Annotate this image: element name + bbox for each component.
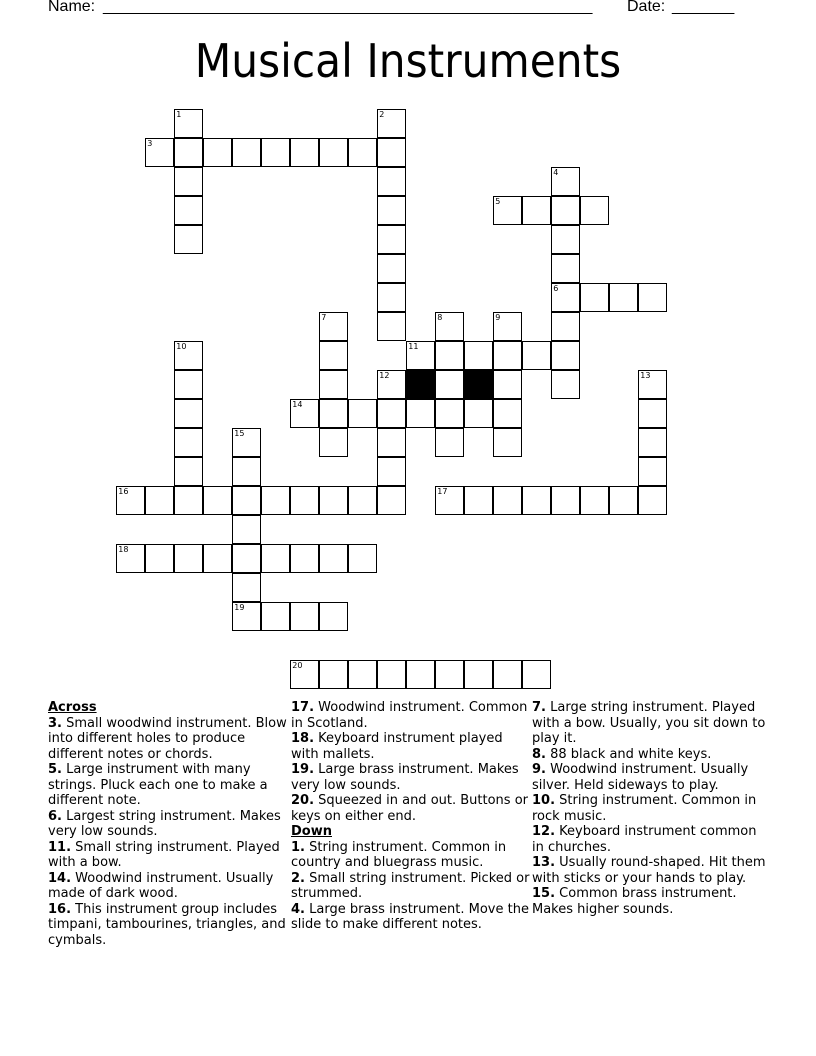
grid-cell[interactable]: [377, 660, 406, 689]
page-title: Musical Instruments: [194, 34, 622, 88]
grid-cell[interactable]: [493, 341, 522, 370]
grid-cell[interactable]: [435, 341, 464, 370]
grid-cell[interactable]: [319, 544, 348, 573]
grid-cell[interactable]: [377, 370, 406, 399]
grid-cell[interactable]: [319, 138, 348, 167]
grid-cell[interactable]: [377, 312, 406, 341]
grid-cell[interactable]: [435, 312, 464, 341]
clue-number-label: 15: [234, 429, 245, 439]
black-cell: [406, 370, 435, 399]
grid-cell[interactable]: [232, 573, 261, 602]
clue-number-label: 4: [553, 168, 559, 178]
clue-across-20: [291, 793, 531, 824]
grid-cell[interactable]: [464, 399, 493, 428]
clue-across-14: [48, 871, 288, 902]
grid-cell[interactable]: [377, 196, 406, 225]
clue-number-label: 11: [408, 342, 419, 352]
clue-text: 88 black and white keys.: [550, 746, 712, 762]
grid-cell[interactable]: [377, 399, 406, 428]
clue-number-label: 8: [437, 313, 443, 323]
clue-number: 9.: [532, 762, 546, 777]
clue-text: Large brass instrument. Move the slide to make different notes.: [291, 901, 529, 932]
grid-cell[interactable]: [203, 138, 232, 167]
grid-cell[interactable]: [290, 544, 319, 573]
name-label: Name:: [48, 0, 96, 15]
clue-number-label: 3: [147, 139, 153, 149]
grid-cell[interactable]: [551, 486, 580, 515]
grid-cell[interactable]: [145, 138, 174, 167]
grid-cell[interactable]: [638, 428, 667, 457]
black-cell: [464, 370, 493, 399]
clue-text: Woodwind instrument. Usually silver. Held sideways to play.: [532, 762, 749, 793]
grid-cell[interactable]: [435, 660, 464, 689]
clue-text: Keyboard instrument played with mallets.: [291, 731, 503, 762]
grid-cell[interactable]: [232, 544, 261, 573]
grid-cell[interactable]: [551, 370, 580, 399]
grid-cell[interactable]: [580, 283, 609, 312]
grid-cell[interactable]: [551, 167, 580, 196]
clues-column-3: [532, 700, 772, 917]
clue-across-18: [291, 731, 531, 762]
grid-cell[interactable]: [551, 341, 580, 370]
clue-text: Keyboard instrument common in churches.: [532, 824, 757, 855]
grid-cell[interactable]: [377, 138, 406, 167]
clue-text: This instrument group includes timpani, tambourines, triangles, and cymbals.: [48, 901, 286, 948]
grid-cell[interactable]: [377, 428, 406, 457]
grid-cell[interactable]: [290, 660, 319, 689]
clue-text: Woodwind instrument. Common in Scotland.: [291, 700, 528, 731]
clue-down-2: [291, 871, 531, 902]
grid-cell[interactable]: [638, 399, 667, 428]
clue-number: 3.: [48, 715, 62, 731]
clue-number-label: 12: [379, 371, 390, 381]
clue-down-10: [532, 793, 772, 824]
grid-cell[interactable]: [609, 283, 638, 312]
grid-cell[interactable]: [348, 660, 377, 689]
clue-number-label: 13: [640, 371, 651, 381]
grid-cell[interactable]: [522, 341, 551, 370]
grid-cell[interactable]: [261, 544, 290, 573]
grid-cell[interactable]: [406, 660, 435, 689]
grid-cell[interactable]: [174, 399, 203, 428]
clue-across-17: [291, 700, 531, 731]
clue-number-label: 5: [495, 197, 501, 207]
grid-cell[interactable]: [319, 370, 348, 399]
clue-number: 18.: [291, 731, 315, 746]
grid-cell[interactable]: [232, 486, 261, 515]
clue-text: Common brass instrument. Makes higher sounds.: [532, 886, 737, 917]
clue-number: 12.: [532, 824, 556, 839]
grid-cell[interactable]: [464, 660, 493, 689]
clue-number-label: 16: [118, 487, 129, 497]
grid-cell[interactable]: [145, 486, 174, 515]
clue-number-label: 9: [495, 313, 501, 323]
clue-number-label: 20: [292, 661, 303, 671]
grid-cell[interactable]: [435, 428, 464, 457]
grid-cell[interactable]: [232, 602, 261, 631]
grid-cell[interactable]: [638, 457, 667, 486]
grid-cell[interactable]: [174, 225, 203, 254]
clue-text: Small string instrument. Played with a bow.: [48, 839, 280, 870]
crossword-grid: [117, 110, 669, 690]
grid-cell[interactable]: [174, 341, 203, 370]
clue-down-8: [532, 747, 772, 763]
name-date-header: [48, 0, 768, 20]
clue-number-label: 10: [176, 342, 187, 352]
grid-cell[interactable]: [493, 428, 522, 457]
grid-cell[interactable]: [522, 196, 551, 225]
grid-cell[interactable]: [319, 341, 348, 370]
grid-cell[interactable]: [174, 138, 203, 167]
grid-cell[interactable]: [319, 312, 348, 341]
clue-across-16: [48, 902, 288, 949]
grid-cell[interactable]: [116, 486, 145, 515]
grid-cell[interactable]: [116, 544, 145, 573]
clue-number-label: 6: [553, 284, 559, 294]
clue-number: 8.: [532, 746, 546, 762]
clue-text: Small string instrument. Picked or strummed.: [291, 870, 530, 901]
grid-cell[interactable]: [522, 660, 551, 689]
clue-across-11: [48, 840, 288, 871]
grid-cell[interactable]: [377, 457, 406, 486]
grid-cell[interactable]: [551, 254, 580, 283]
clue-number-label: 14: [292, 400, 303, 410]
clue-number: 10.: [532, 793, 556, 808]
clues-column-1: [48, 700, 288, 948]
clue-across-6: [48, 809, 288, 840]
clue-number-label: 19: [234, 603, 245, 613]
across-heading: Across: [48, 700, 97, 715]
grid-cell[interactable]: [493, 660, 522, 689]
grid-cell[interactable]: [493, 370, 522, 399]
clues-column-2: [291, 700, 531, 933]
grid-cell[interactable]: [174, 457, 203, 486]
clue-number-label: 18: [118, 545, 129, 555]
clue-number: 15.: [532, 886, 556, 901]
grid-cell[interactable]: [493, 196, 522, 225]
grid-cell[interactable]: [203, 544, 232, 573]
clue-number-label: 2: [379, 110, 385, 120]
clue-number: 7.: [532, 700, 546, 715]
grid-cell[interactable]: [638, 486, 667, 515]
clue-text: String instrument. Common in rock music.: [532, 793, 757, 824]
grid-cell[interactable]: [348, 399, 377, 428]
clue-text: Small woodwind instrument. Blow into different holes to produce different notes or chords.: [48, 715, 287, 762]
clue-down-15: [532, 886, 772, 917]
clue-number: 14.: [48, 870, 72, 886]
clue-number: 2.: [291, 870, 305, 886]
grid-cell[interactable]: [551, 312, 580, 341]
grid-cell[interactable]: [493, 486, 522, 515]
grid-cell[interactable]: [319, 428, 348, 457]
clue-number: 19.: [291, 762, 315, 777]
grid-cell[interactable]: [261, 486, 290, 515]
grid-cell[interactable]: [174, 196, 203, 225]
clue-text: Woodwind instrument. Usually made of dark wood.: [48, 870, 274, 901]
grid-cell[interactable]: [638, 283, 667, 312]
clue-down-13: [532, 855, 772, 886]
grid-cell[interactable]: [522, 486, 551, 515]
clue-down-12: [532, 824, 772, 855]
clue-number: 6.: [48, 808, 62, 824]
grid-cell[interactable]: [232, 428, 261, 457]
grid-cell[interactable]: [348, 486, 377, 515]
clue-number: 16.: [48, 901, 72, 917]
grid-cell[interactable]: [232, 138, 261, 167]
grid-cell[interactable]: [174, 167, 203, 196]
grid-cell[interactable]: [261, 138, 290, 167]
grid-cell[interactable]: [203, 486, 232, 515]
grid-cell[interactable]: [348, 138, 377, 167]
grid-cell[interactable]: [174, 486, 203, 515]
date-label: Date:: [627, 0, 666, 15]
grid-cell[interactable]: [319, 660, 348, 689]
grid-cell[interactable]: [435, 370, 464, 399]
grid-cell[interactable]: [377, 254, 406, 283]
clue-number: 5.: [48, 762, 62, 777]
grid-cell[interactable]: [377, 109, 406, 138]
grid-cell[interactable]: [377, 167, 406, 196]
grid-cell[interactable]: [290, 602, 319, 631]
clue-text: Squeezed in and out. Buttons or keys on either end.: [291, 793, 528, 824]
grid-cell[interactable]: [174, 370, 203, 399]
grid-cell[interactable]: [377, 283, 406, 312]
clue-text: Usually round-shaped. Hit them with sticks or your hands to play.: [532, 855, 766, 886]
grid-cell[interactable]: [174, 109, 203, 138]
grid-cell[interactable]: [348, 544, 377, 573]
clue-number-label: 1: [176, 110, 182, 120]
grid-cell[interactable]: [406, 341, 435, 370]
grid-cell[interactable]: [464, 341, 493, 370]
name-field[interactable]: _______________________________________________________: [103, 0, 593, 15]
clue-across-19: [291, 762, 531, 793]
grid-cell[interactable]: [319, 602, 348, 631]
grid-cell[interactable]: [290, 399, 319, 428]
grid-cell[interactable]: [435, 399, 464, 428]
grid-cell[interactable]: [464, 486, 493, 515]
grid-cell[interactable]: [551, 225, 580, 254]
clue-number-label: 7: [321, 313, 327, 323]
clue-number-label: 17: [437, 487, 448, 497]
grid-cell[interactable]: [609, 486, 638, 515]
grid-cell[interactable]: [377, 225, 406, 254]
grid-cell[interactable]: [261, 602, 290, 631]
grid-cell[interactable]: [406, 399, 435, 428]
grid-cell[interactable]: [580, 486, 609, 515]
clue-text: String instrument. Common in country and bluegrass music.: [291, 839, 507, 870]
grid-cell[interactable]: [493, 312, 522, 341]
clue-text: Large brass instrument. Makes very low sounds.: [291, 762, 519, 793]
grid-cell[interactable]: [551, 196, 580, 225]
grid-cell[interactable]: [232, 457, 261, 486]
grid-cell[interactable]: [290, 138, 319, 167]
grid-cell[interactable]: [551, 283, 580, 312]
grid-cell[interactable]: [638, 370, 667, 399]
clue-number: 4.: [291, 901, 305, 917]
grid-cell[interactable]: [174, 544, 203, 573]
grid-cell[interactable]: [290, 486, 319, 515]
clue-across-3: [48, 716, 288, 763]
clue-text: Large string instrument. Played with a bow. Usually, you sit down to play it.: [532, 700, 766, 746]
clue-number: 20.: [291, 793, 315, 808]
down-heading: Down: [291, 824, 332, 839]
clue-text: Large instrument with many strings. Pluck each one to make a different note.: [48, 762, 268, 808]
grid-cell[interactable]: [145, 544, 174, 573]
grid-cell[interactable]: [377, 486, 406, 515]
grid-cell[interactable]: [319, 399, 348, 428]
grid-cell[interactable]: [232, 515, 261, 544]
grid-cell[interactable]: [493, 399, 522, 428]
grid-cell[interactable]: [580, 196, 609, 225]
date-field[interactable]: _______: [672, 0, 735, 15]
clue-number: 17.: [291, 700, 315, 715]
grid-cell[interactable]: [174, 428, 203, 457]
clue-text: Largest string instrument. Makes very low sounds.: [48, 808, 281, 839]
clue-down-4: [291, 902, 531, 933]
clue-number: 13.: [532, 855, 556, 870]
clue-across-5: [48, 762, 288, 809]
clue-down-9: [532, 762, 772, 793]
clue-down-1: [291, 840, 531, 871]
clue-down-7: [532, 700, 772, 747]
grid-cell[interactable]: [319, 486, 348, 515]
clue-number: 1.: [291, 839, 305, 855]
clue-number: 11.: [48, 839, 72, 855]
grid-cell[interactable]: [435, 486, 464, 515]
